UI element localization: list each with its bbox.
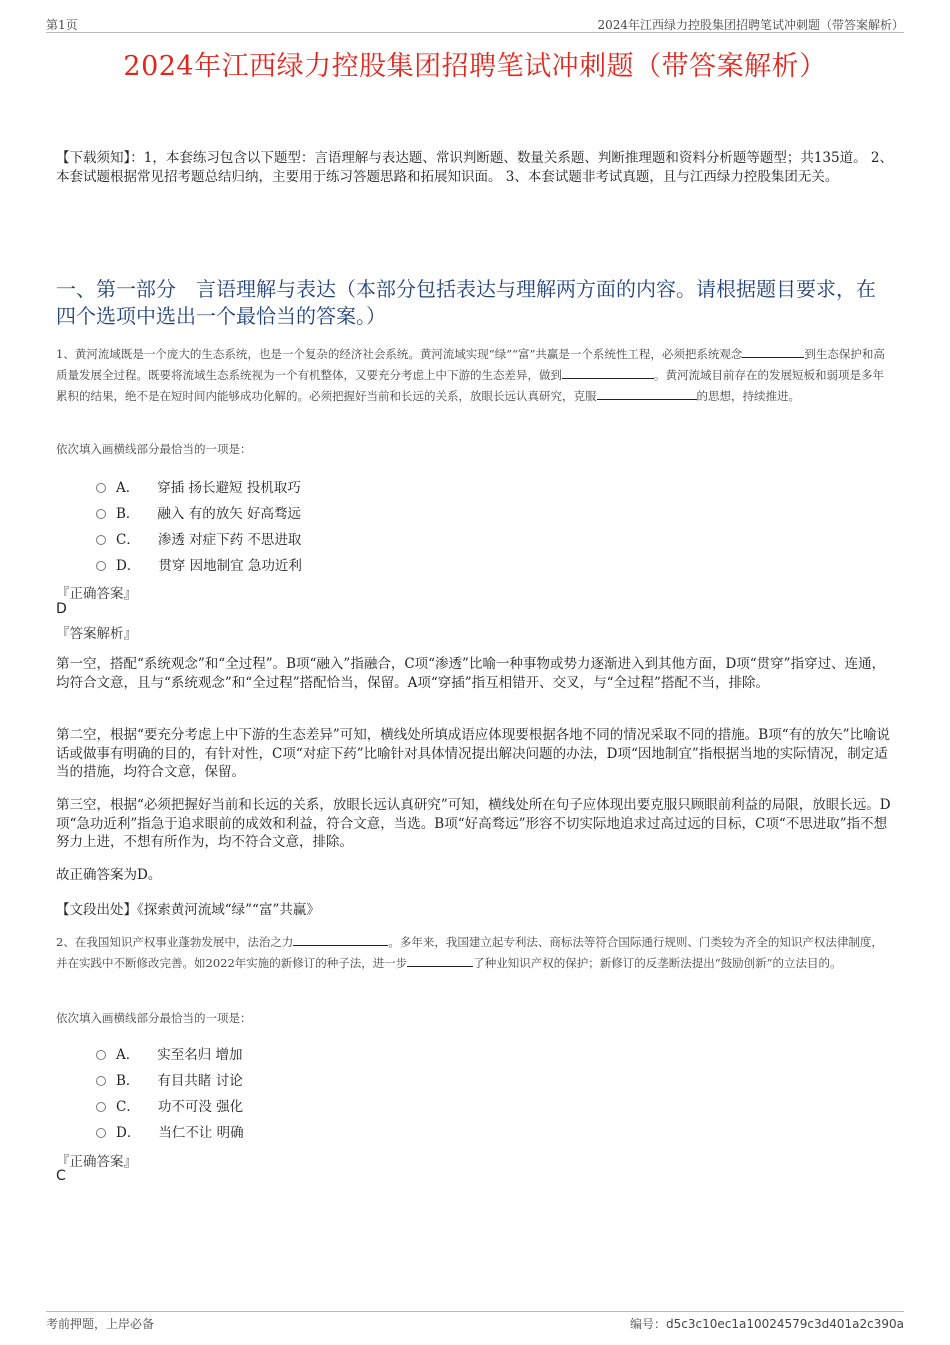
option-c[interactable]: C． 渗透 对症下药 不思进取 (96, 525, 302, 551)
document-title: 2024年江西绿力控股集团招聘笔试冲刺题（带答案解析） (123, 51, 827, 82)
section-heading: 一、第一部分 言语理解与表达（本部分包括表达与理解两方面的内容。请根据题目要求，在四个选项中选出一个最恰当的答案。） (56, 277, 876, 328)
question-1-prompt: 依次填入画横线部分最恰当的一项是： (56, 442, 252, 456)
question-1-options (96, 473, 302, 577)
analysis-conclusion: 故正确答案为D。 (56, 867, 162, 883)
option-a[interactable]: A． 穿插 扬长避短 投机取巧 (96, 473, 302, 499)
radio-icon[interactable] (96, 561, 106, 571)
question-2-prompt: 依次填入画横线部分最恰当的一项是： (56, 1011, 252, 1025)
blank-2 (407, 953, 473, 967)
radio-icon[interactable] (96, 1128, 106, 1138)
blank-1 (742, 344, 804, 358)
option-c[interactable]: C． 功不可没 强化 (96, 1092, 244, 1118)
analysis-paragraph: 第二空，根据“要充分考虑上中下游的生态差异”可知，横线处所填成语应体现要根据各地不同的情况采取不同的措施。B项“有的放矢”比喻说话或做事有明确的目的，有针对性，C项“对症下药”比喻针对具体情况提出解决问题的办法，D项“因地制宜”指根据当地的实际情况，制定适当的措施，均符合文意，保留。 (56, 727, 891, 780)
page-number: 第1页 (46, 18, 78, 32)
question-1-text: 1、黄河流域既是一个庞大的生态系统，也是一个复杂的经济社会系统。黄河流域实现“绿”“富”共赢是一个系统性工程，必须把系统观念 到生态保护和高质量发展全过程。既要将流域生态系统视为一个有机整体，又要充分考虑上中下游的生态差异，做到 。黄河流域目前存在的发展短板和弱项是多年累积的结果，绝不是在短时间内能够成功化解的。必须把握好当前和长远的关系，放眼长远认真研究，克服 的思想，持续推进。 (56, 344, 894, 407)
option-d[interactable]: D． 当仁不让 明确 (96, 1118, 244, 1144)
radio-icon[interactable] (96, 535, 106, 545)
analysis-paragraph: 第一空，搭配“系统观念”和“全过程”。B项“融入”指融合，C项“渗透”比喻一种事物或势力逐渐进入到其他方面，D项“贯穿”指穿过、连通，均符合文意，且与“系统观念”和“全过程”搭配恰当，保留。A项“穿插”指互相错开、交叉，与“全过程”搭配不当，排除。 (56, 656, 886, 691)
question-2-text: 2、在我国知识产权事业蓬勃发展中，法治之力 。多年来，我国建立起专利法、商标法等符合国际通行规则、门类较为齐全的知识产权法律制度，并在实践中不断修改完善。如2022年实施的新修订的种子法，进一步 了种业知识产权的保护；新修订的反垄断法提出“鼓励创新”的立法目的。 (56, 932, 894, 974)
correct-answer: D (56, 601, 67, 617)
analysis-paragraph: 第三空，根据“必须把握好当前和长远的关系，放眼长远认真研究”可知，横线处所在句子应体现出要克服只顾眼前利益的局限，放眼长远。D项“急功近利”指急于追求眼前的成效和利益，符合文意，当选。B项“好高骛远”形容不切实际地追求过高过远的目标，C项“不思进取”指不想努力上进，不想有所作为，均不符合文意，排除。 (56, 797, 891, 850)
option-b[interactable]: B． 融入 有的放矢 好高骛远 (96, 499, 302, 525)
download-notice: 【下载须知】：1，本套练习包含以下题型：言语理解与表达题、常识判断题、数量关系题、判断推理题和资料分析题等题型；共135道。 2、本套试题根据常见招考题总结归纳，主要用于练习答题思路和拓展知识面。 3、本套试题非考试真题，且与江西绿力控股集团无关。 (56, 150, 893, 185)
header-doc-title: 2024年江西绿力控股集团招聘笔试冲刺题（带答案解析） (597, 18, 904, 32)
radio-icon[interactable] (96, 1102, 106, 1112)
blank-3 (597, 386, 697, 400)
blank-2 (562, 365, 654, 379)
radio-icon[interactable] (96, 483, 106, 493)
option-b[interactable]: B． 有目共睹 讨论 (96, 1066, 244, 1092)
page-footer (46, 1311, 904, 1332)
footer-slogan: 考前押题，上岸必备 (46, 1317, 155, 1331)
blank-1 (293, 932, 388, 946)
question-2-options (96, 1040, 244, 1144)
option-a[interactable]: A． 实至名归 增加 (96, 1040, 244, 1066)
radio-icon[interactable] (96, 509, 106, 519)
analysis-label: 『答案解析』 (56, 626, 137, 642)
source-citation: 【文段出处】《探索黄河流域“绿”“富”共赢》 (56, 902, 320, 918)
correct-answer-label: 『正确答案』 (56, 586, 137, 602)
document-code: 编号：d5c3c10ec1a10024579c3d401a2c390a (629, 1317, 904, 1331)
option-d[interactable]: D． 贯穿 因地制宜 急功近利 (96, 551, 302, 577)
radio-icon[interactable] (96, 1076, 106, 1086)
correct-answer: C (56, 1168, 66, 1184)
radio-icon[interactable] (96, 1050, 106, 1060)
correct-answer-label: 『正确答案』 (56, 1154, 137, 1170)
page-header (46, 14, 904, 33)
